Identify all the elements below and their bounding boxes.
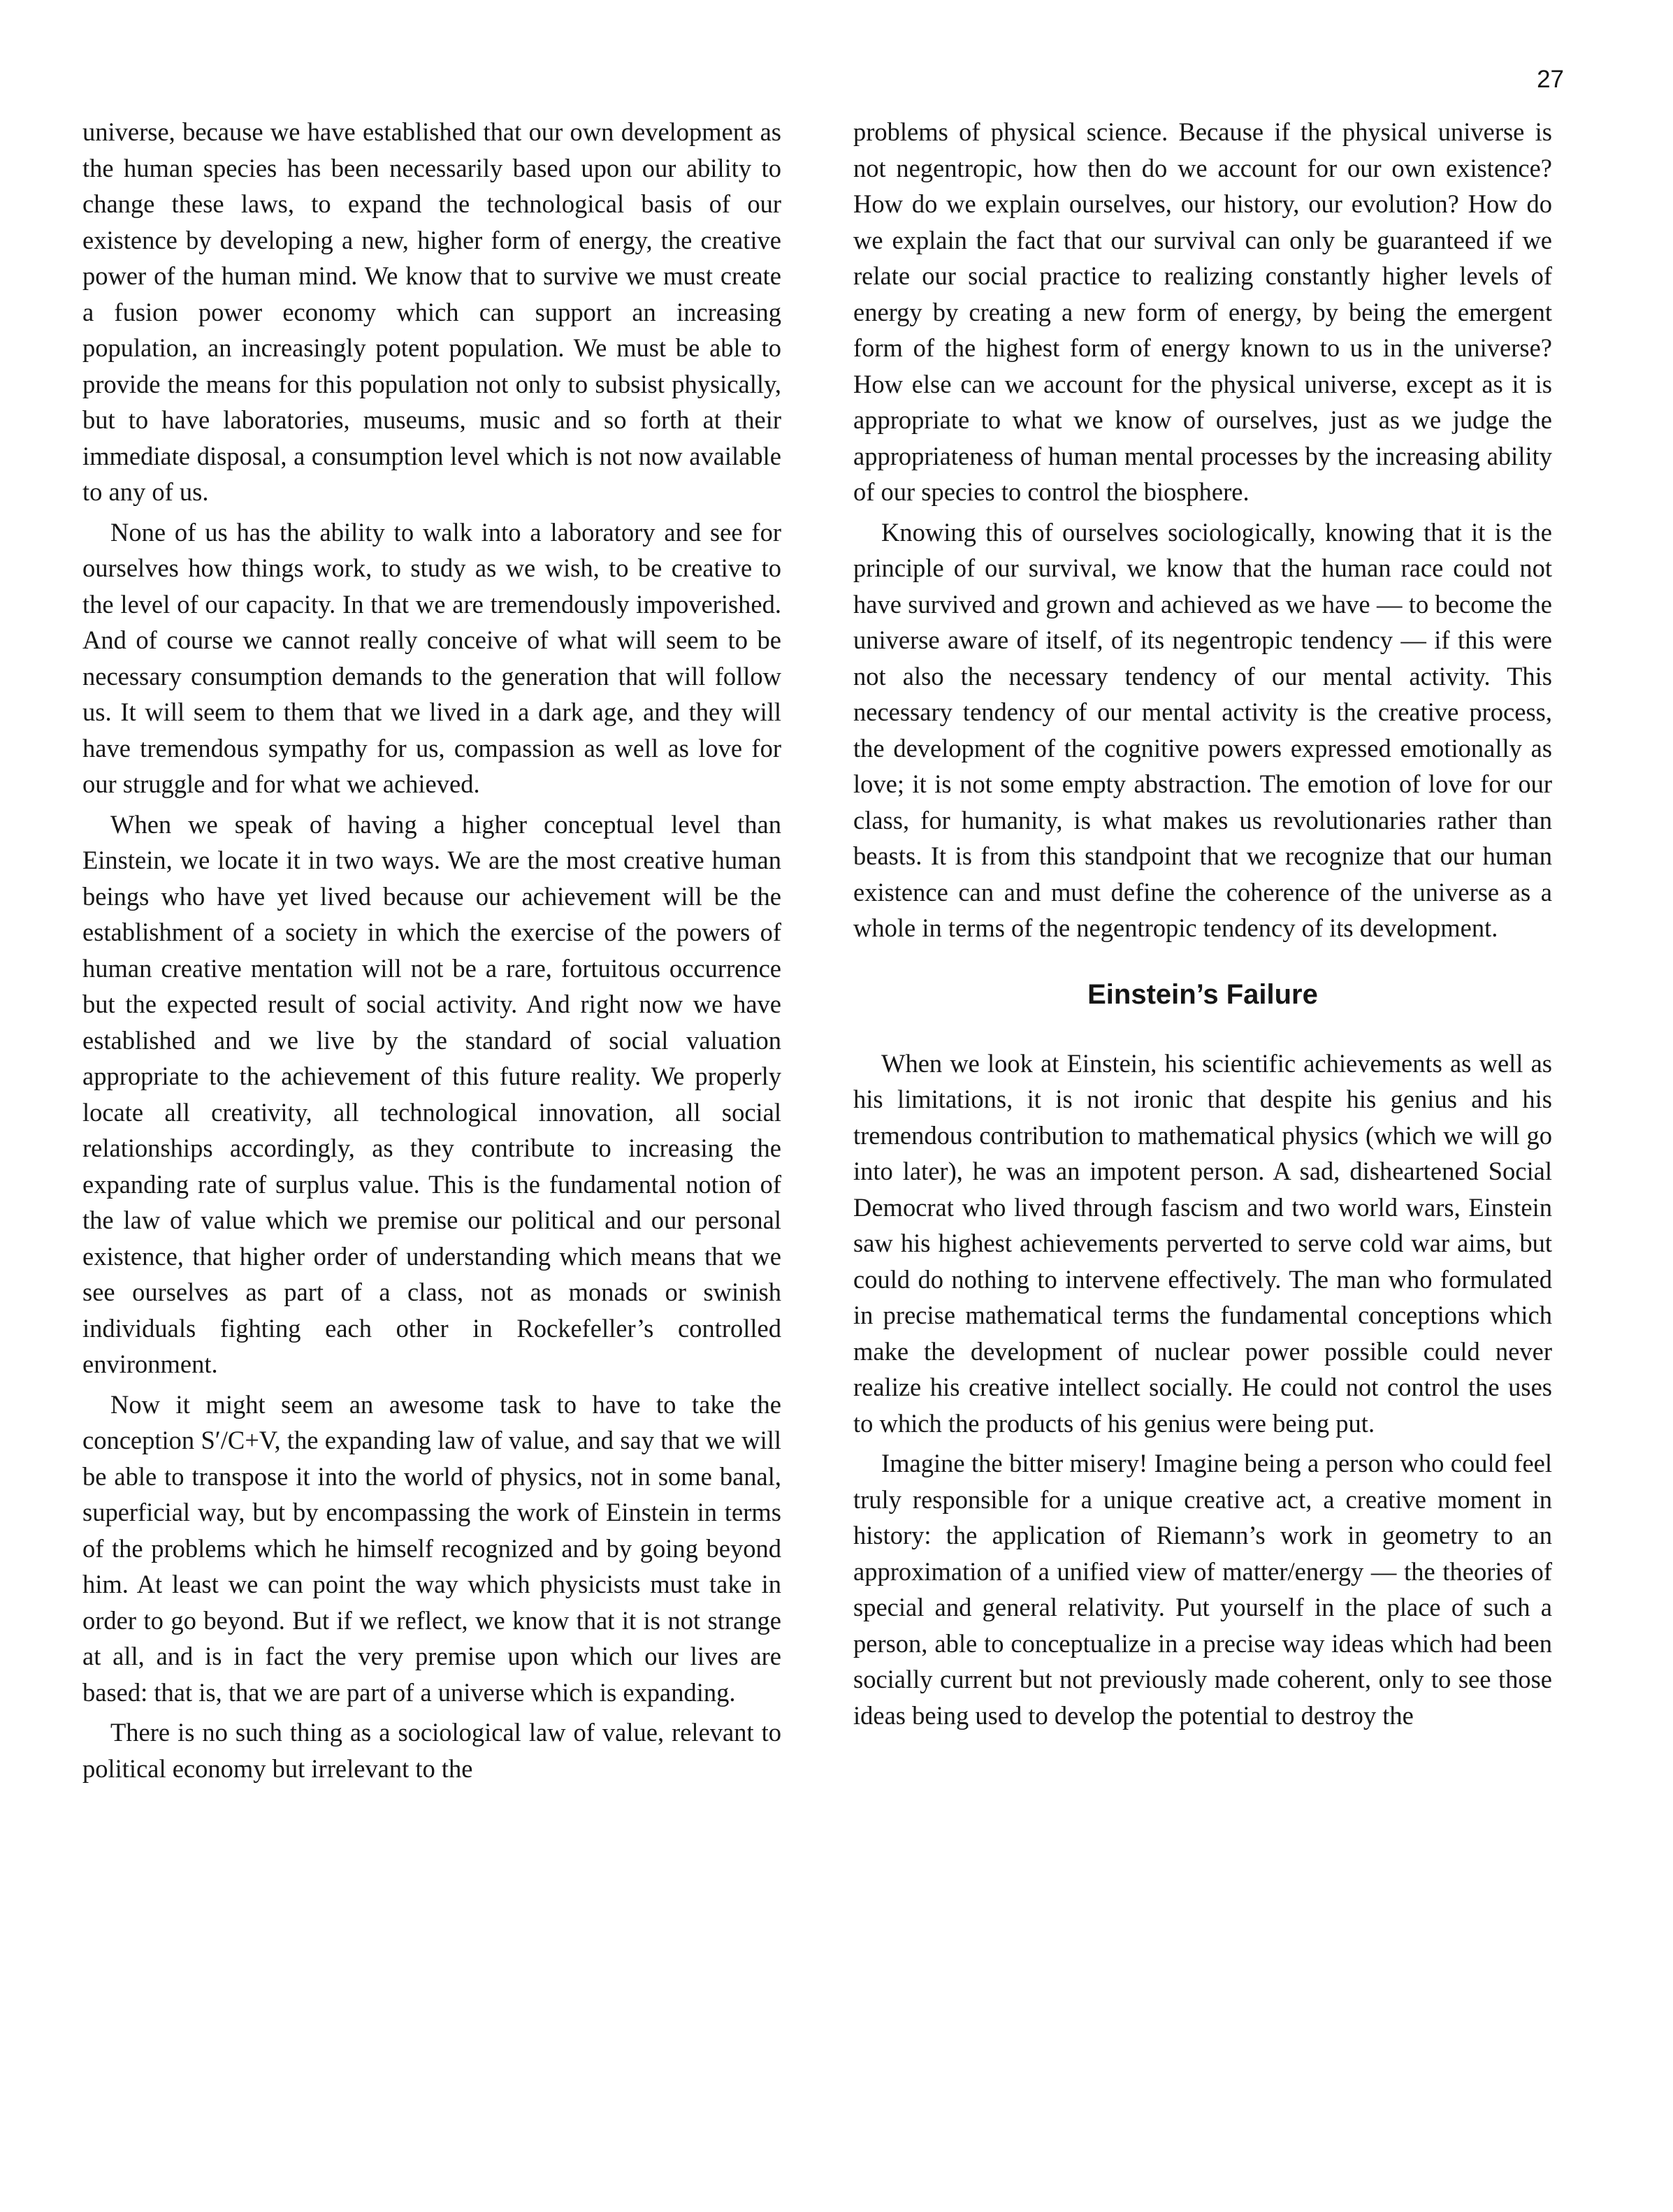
paragraph: problems of physical science. Because if the physical universe is not negentropic, how then do we account for our own existence? How do we explain ourselves, our history, our evolution? How do we explain the fact that our survival can only be guaranteed if we relate our social practice to realizing constantly higher levels of energy by creating a new form of energy, by being the emergent form of the highest form of energy known to us in the universe? How else can we account for the physical universe, except as it is appropriate to what we know of ourselves, just as we judge the appropriateness of human mental processes by the increasing ability of our species to control the biosphere.	[853, 117, 1552, 506]
paragraph: None of us has the ability to walk into a laboratory and see for ourselves how things work, to study as we wish, to be creative to the level of our capacity. In that we are tremendously impoverished. And of course we cannot really conceive of what will seem to be necessary consumption demands to the generation that will follow us. It will seem to them that we lived in a dark age, and they will have tremendous sympathy for us, compassion as well as love for our struggle and for what we achieved.	[82, 517, 781, 798]
paragraph: Now it might seem an awesome task to have to take the conception S′/C+V, the expanding law of value, and say that we will be able to transpose it into the world of physics, not in some banal, superficial way, but by encompassing the work of Einstein in terms of the problems which he himself recognized and by going beyond him. At least we can point the way which physicists must take in order to go beyond. But if we reflect, we know that it is not strange at all, and is in fact the very premise upon which our lives are based: that is, that we are part of a universe which is expanding.	[82, 1389, 781, 1707]
paragraph: When we look at Einstein, his scientific achievements as well as his limitations, it is not ironic that despite his genius and his tremendous contribution to mathematical physics (which we will go into later), he was an impotent person. A sad, disheartened Social Democrat who lived through fascism and two world wars, Einstein saw his highest achievements perverted to serve cold war aims, but could do nothing to intervene effectively. The man who formulated in precise mathematical terms the fundamental conceptions which make the development of nuclear power possible could never realize his creative intellect socially. He could not control the uses to which the products of his genius were being put.	[853, 1048, 1552, 1438]
left-column	[82, 114, 781, 1791]
section-heading: Einstein’s Failure	[1087, 978, 1318, 1010]
paragraph: universe, because we have established that our own development as the human species has been necessarily based upon our ability to change these laws, to expand the technological basis of our existence by developing a new, higher form of energy, the creative power of the human mind. We know that to survive we must create a fusion power economy which can support an increasing population, an increasingly potent population. We must be able to provide the means for this population not only to subsist physically, but to have laboratories, museums, music and so forth at their immediate disposal, a consumption level which is not now available to any of us.	[82, 117, 781, 506]
paragraph: There is no such thing as a sociological law of value, relevant to political economy but irrelevant to the	[82, 1718, 781, 1783]
paragraph: When we speak of having a higher conceptual level than Einstein, we locate it in two ways. We are the most creative human beings who have yet lived because our achievement will be the establishment of a society in which the exercise of the powers of human creative mentation will not be a rare, fortuitous occurrence but the expected result of social activity. And right now we have established and we live by the standard of social valuation appropriate to the achievement of this future reality. We properly locate all creativity, all technological innovation, all social relationships accordingly, as they contribute to increasing the expanding rate of surplus value. This is the fundamental notion of the law of value which we premise our political and our personal existence, that higher order of understanding which means that we see ourselves as part of a class, not as monads or swinish individuals fighting each other in Rockefeller’s controlled environment.	[82, 809, 781, 1378]
page-number: 27	[1537, 66, 1564, 93]
paragraph: Knowing this of ourselves sociologically, knowing that it is the principle of our survival, we know that the human race could not have survived and grown and achieved as we have — to become the universe aware of itself, of its negentropic tendency — if this were not also the necessary tendency of our mental activity. This necessary tendency of our mental activity is the creative process, the development of the cognitive powers expressed emotionally as love; it is not some empty abstraction. The emotion of love for our class, for humanity, is what makes us revolutionaries rather than beasts. It is from this standpoint that we recognize that our human existence can and must define the coherence of the universe as a whole in terms of the negentropic tendency of its development.	[853, 517, 1552, 942]
right-column	[853, 114, 1552, 1737]
paragraph: Imagine the bitter misery! Imagine being a person who could feel truly responsible for a unique creative act, a creative moment in history: the application of Riemann’s work in geometry to an approximation of a unified view of matter/energy — the theories of special and general relativity. Put yourself in the place of such a person, able to conceptualize in a precise way ideas which had been socially current but not previously made coherent, only to see those ideas being used to develop the potential to destroy the	[853, 1449, 1552, 1730]
